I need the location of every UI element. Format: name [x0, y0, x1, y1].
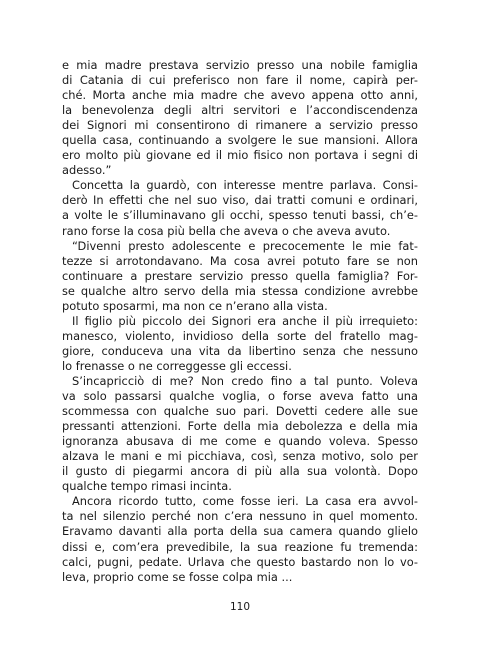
text-line: di Catania di cui preferisco non fare il nome, capirà per-: [62, 73, 418, 88]
paragraph-1: [62, 58, 418, 178]
text-line: va solo passarsi qualche voglia, o forse aveva fatto una: [62, 389, 418, 404]
text-line: dissi e, com’era prevedibile, la sua reazione fu tremenda:: [62, 539, 418, 554]
text-line: dei Signori mi consentirono di rimanere a servizio presso: [62, 118, 418, 133]
paragraph-6: [62, 494, 418, 584]
text-line: derò In effetti che nel suo viso, dai tratti comuni e ordinari,: [62, 193, 418, 208]
text-line: e mia madre prestava servizio presso una nobile famiglia: [62, 58, 418, 72]
text-line: S’incapricciò di me? Non credo fino a tal punto. Voleva: [72, 373, 418, 388]
text-line: alzava le mani e mi picchiava, così, senza motivo, solo per: [62, 449, 418, 464]
text-line: ché. Morta anche mia madre che avevo appena otto anni,: [62, 88, 418, 103]
text-line: ero molto più giovane ed il mio fisico non portava i segni di: [62, 148, 418, 163]
book-page-body: [62, 58, 418, 585]
text-line: adesso.”: [62, 163, 112, 178]
text-line: potuto sposarmi, ma non ce n’erano alla vista.: [62, 298, 328, 313]
text-line: Eravamo davanti alla porta della sua camera quando glielo: [62, 524, 418, 539]
text-line: a volte le s’illuminavano gli occhi, spesso tenuti bassi, ch’e-: [62, 208, 418, 223]
text-line: continuare a prestare servizio presso quella famiglia? For-: [62, 268, 418, 283]
text-line: se qualche altro servo della mia stessa condizione avrebbe: [62, 283, 418, 298]
paragraph-5: [62, 374, 418, 494]
text-line: giore, conduceva una vita da libertino senza che nessuno: [62, 343, 418, 358]
paragraph-4: [62, 314, 418, 374]
text-line: quella casa, continuando a svolgere le sue mansioni. Allora: [62, 133, 418, 148]
text-line: calci, pugni, pedate. Urlava che questo bastardo non lo vo-: [62, 554, 418, 569]
paragraph-2: [62, 178, 418, 238]
text-line: il gusto di piegarmi ancora di più alla sua volontà. Dopo: [62, 464, 418, 479]
text-line: scommessa con qualche suo pari. Dovetti cedere alle sue: [62, 404, 418, 419]
text-line: Ancora ricordo tutto, come fosse ieri. La casa era avvol-: [72, 494, 418, 509]
text-line: Il figlio più piccolo dei Signori era anche il più irrequieto:: [72, 313, 418, 328]
text-line: manesco, violento, invidioso della sorte del fratello mag-: [62, 328, 418, 343]
text-line: pressanti attenzioni. Forte della mia debolezza e della mia: [62, 419, 418, 434]
text-line: “Divenni presto adolescente e precocemente le mie fat-: [72, 238, 418, 253]
text-line: lo frenasse o ne correggesse gli eccessi.: [62, 358, 292, 373]
text-line: ignoranza abusava di me come e quando voleva. Spesso: [62, 434, 418, 449]
text-line: rano forse la cosa più bella che aveva o che aveva avuto.: [62, 223, 391, 238]
text-line: tezze si arrotondavano. Ma cosa avrei potuto fare se non: [62, 253, 418, 268]
paragraph-3: [62, 239, 418, 314]
text-line: qualche tempo rimasi incinta.: [62, 479, 232, 494]
text-line: Concetta la guardò, con interesse mentre parlava. Consi-: [72, 178, 418, 193]
text-line: la benevolenza degli altri servitori e l’accondiscendenza: [62, 103, 418, 118]
text-line: ta nel silenzio perché non c’era nessuno in quel momento.: [62, 509, 418, 524]
page-number: 110: [229, 601, 251, 613]
text-line: leva, proprio come se fosse colpa mia ...: [62, 569, 293, 584]
